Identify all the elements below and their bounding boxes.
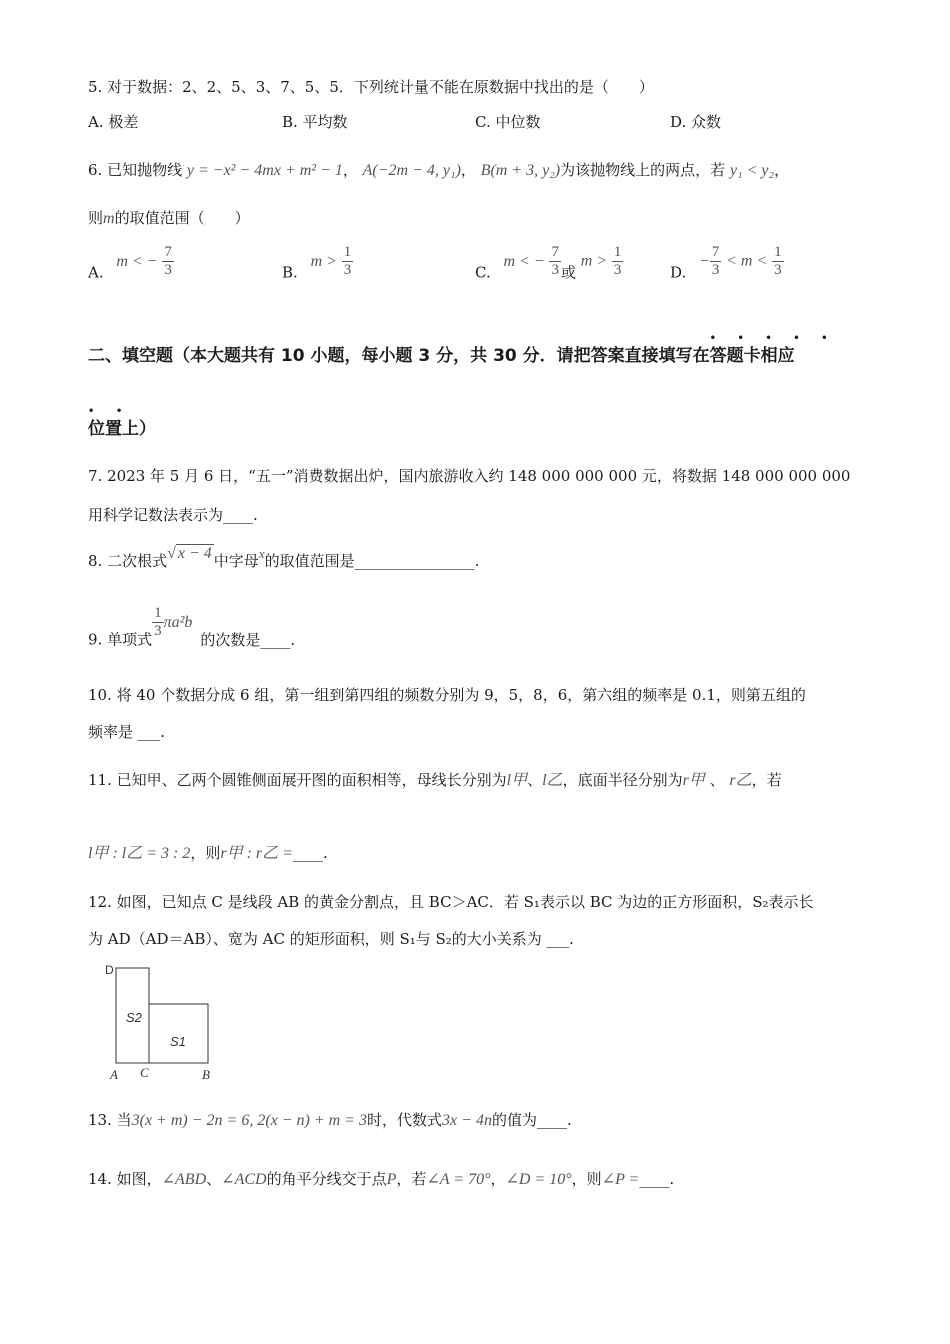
q6-option-d-num2: 1 <box>774 244 782 260</box>
q14-angle2: ∠ACD <box>221 1171 267 1188</box>
q9-num: 1 <box>154 605 162 621</box>
q11-ratio-l: l甲 : l乙 = 3 : 2 <box>88 845 191 862</box>
q6-option-c-num1: 7 <box>551 244 559 260</box>
q8-var: x <box>258 546 265 561</box>
q6-option-a-fraction <box>162 244 174 279</box>
q6-prefix: 6. 已知抛物线 <box>88 161 183 179</box>
q11-line1-suffix: ，若 <box>751 771 782 789</box>
q6-point-b: B(m + 3, y₂) <box>480 162 561 179</box>
section2-heading <box>88 333 837 366</box>
q14-comma: ， <box>490 1170 506 1188</box>
q6-option-d-label: D. <box>670 263 687 282</box>
q11-r-yi: r乙 <box>729 772 752 789</box>
q6-option-d-den1: 3 <box>711 262 720 278</box>
q6-option-d-fraction2 <box>772 244 784 279</box>
q6-condition: y₁ < y₂ <box>729 162 775 179</box>
q11-r-jia: r甲 <box>682 772 705 789</box>
label-s1: S1 <box>170 1034 186 1049</box>
q14-cond2: ∠D = 10° <box>505 1171 572 1188</box>
q6-option-d-fraction1 <box>710 244 722 279</box>
q13-mid: 时，代数式 <box>367 1111 443 1129</box>
q11-line2-suffix: ____. <box>292 844 328 862</box>
q6-stem: 6. 已知抛物线 y = −x² − 4mx + m² − 1， A(−2m − 4, y₁)， B(m + 3, y₂)为该抛物线上的两点，若 y₁ < y₂， <box>88 161 790 179</box>
q11-ratio-r: r甲 : r乙 = <box>220 845 293 862</box>
q6-option-b-num: 1 <box>343 244 352 260</box>
q9-suffix: 的次数是____. <box>200 630 296 649</box>
figure-svg <box>100 962 230 1087</box>
q8-suffix: 的取值范围是________________. <box>264 552 480 570</box>
q6-option-b-fraction <box>342 244 354 279</box>
q6-option-c-fraction1 <box>549 244 561 279</box>
q6-line2-suffix: 的取值范围（ ） <box>114 209 250 227</box>
label-d: D <box>105 963 114 977</box>
q14-ask: ∠P = <box>601 1171 640 1188</box>
q8-mid: 中字母 <box>213 552 259 570</box>
q9-den: 3 <box>154 623 162 639</box>
q8-stem <box>88 545 480 573</box>
q6-mid: 为该抛物线上的两点，若 <box>560 161 726 179</box>
q6-option-c-expr2: m > <box>580 252 608 270</box>
q6-line2-var: m <box>103 210 115 227</box>
q13-eq: 3(x + m) − 2n = 6, 2(x − n) + m = 3 <box>131 1112 368 1129</box>
q6-parabola: y = −x² − 4mx + m² − 1 <box>186 162 343 179</box>
q6-option-c-label: C. <box>475 263 491 282</box>
label-c: C <box>140 1065 149 1080</box>
golden-section-figure <box>100 962 230 1087</box>
q6-line2 <box>88 207 250 230</box>
label-s2: S2 <box>126 1010 142 1025</box>
q11-line2 <box>88 842 328 865</box>
q6-option-c-fraction2 <box>612 244 624 279</box>
q13-expr: 3x − 4n <box>442 1112 492 1129</box>
q6-option-d <box>670 244 784 284</box>
q6-option-d-pre: − <box>699 252 710 270</box>
section2-title-emph1: • • • • • 答题卡相应 <box>709 333 837 366</box>
q9-fraction <box>152 605 164 640</box>
q14-mid3: ，则 <box>571 1170 602 1188</box>
q6-option-c-expr1: m < − <box>503 252 545 270</box>
q14-prefix: 14. 如图， <box>88 1170 162 1188</box>
q14-mid1: 的角平分线交于点 <box>266 1170 387 1188</box>
q7-line2: 用科学记数法表示为____. <box>88 506 258 524</box>
section2-title-emph1-text: 答题卡相应 <box>709 346 795 366</box>
section2-heading-line2 <box>88 406 156 439</box>
q6-option-c-or: 或 <box>560 263 576 282</box>
q6-option-d-num1: 7 <box>711 244 720 260</box>
q5-option-b: B. 平均数 <box>282 113 348 131</box>
q12-line2: 为 AD（AD＝AB）、宽为 AC 的矩形面积，则 S₁与 S₂的大小关系为 ___. <box>88 930 574 948</box>
q10-line2: 频率是 ___. <box>88 723 166 741</box>
q14-point: P <box>386 1171 397 1188</box>
q11-l-jia: l甲 <box>506 772 528 789</box>
q14-suffix: ____. <box>639 1170 675 1188</box>
q8-radicand: x − 4 <box>177 545 212 562</box>
q5-option-d: D. 众数 <box>670 113 722 131</box>
q11-line1-prefix: 11. 已知甲、乙两个圆锥侧面展开图的面积相等，母线长分别为 <box>88 771 507 789</box>
q6-point-a: A(−2m − 4, y₁) <box>362 162 461 179</box>
q6-option-b-den: 3 <box>343 262 352 278</box>
q13-stem <box>88 1109 572 1132</box>
q14-sep: 、 <box>206 1170 222 1188</box>
q6-option-c-den2: 3 <box>613 262 622 278</box>
q6-line2-prefix: 则 <box>88 209 104 227</box>
q11-sep: 、 <box>527 771 543 789</box>
q14-mid2: ，若 <box>396 1170 427 1188</box>
q8-prefix: 8. 二次根式 <box>88 552 168 570</box>
q6-option-b-label: B. <box>282 263 298 282</box>
q6-option-a-label: A. <box>88 263 104 282</box>
q6-option-b <box>282 244 353 284</box>
q5-option-a: A. 极差 <box>88 113 139 131</box>
q5-stem: 5. 对于数据：2、2、5、3、7、5、5．下列统计量不能在原数据中找出的是（ ） <box>88 78 654 96</box>
q6-option-c-den1: 3 <box>551 262 559 278</box>
q10-line1: 10. 将 40 个数据分成 6 组，第一组到第四组的频数分别为 9，5，8，6，第六组的频率是 0.1，则第五组的 <box>88 686 806 704</box>
q8-radical: √ x − 4 <box>167 545 212 562</box>
q11-line1-mid: ，底面半径分别为 <box>562 771 683 789</box>
q6-option-d-den2: 3 <box>774 262 782 278</box>
q6-option-a <box>88 244 174 284</box>
q13-prefix: 13. 当 <box>88 1111 132 1129</box>
q6-option-b-expr: m > <box>310 252 337 270</box>
section2-title-emph2-text: 位置上 <box>88 419 139 439</box>
q9-prefix: 9. 单项式 <box>88 630 153 649</box>
q12-line1: 12. 如图，已知点 C 是线段 AB 的黄金分割点，且 BC＞AC．若 S₁表示以 BC 为边的正方形面积，S₂表示长 <box>88 893 814 911</box>
q9-monomial: πa²b <box>163 613 193 631</box>
q6-option-c <box>475 244 623 284</box>
label-a: A <box>110 1067 118 1082</box>
q7-line1: 7. 2023 年 5 月 6 日，“五一”消费数据出炉，国内旅游收入约 148 000 000 000 元，将数据 148 000 000 000 <box>88 467 851 485</box>
q6-option-a-den: 3 <box>164 262 172 278</box>
q14-angle1: ∠ABD <box>161 1171 207 1188</box>
q5-option-c: C. 中位数 <box>475 113 541 131</box>
q6-option-a-num: 7 <box>164 244 172 260</box>
q11-l-yi: l乙 <box>542 772 563 789</box>
section2-title-part1: 二、填空题（本大题共有 10 小题，每小题 3 分，共 30 分．请把答案直接填写在 <box>88 346 710 366</box>
label-b: B <box>202 1067 210 1082</box>
q14-stem <box>88 1168 674 1191</box>
q13-suffix: 的值为____. <box>491 1111 572 1129</box>
q9-stem <box>88 605 296 658</box>
section2-title-end: ） <box>139 419 156 439</box>
q6-option-c-num2: 1 <box>613 244 622 260</box>
q14-cond1: ∠A = 70° <box>426 1171 491 1188</box>
section2-title-emph2: • • 位置上 <box>88 406 139 439</box>
q11-line1: 11. 已知甲、乙两个圆锥侧面展开图的面积相等，母线长分别为l甲、l乙，底面半径分别为r甲 、 r乙，若 <box>88 771 782 789</box>
q11-line2-mid: ，则 <box>190 844 221 862</box>
q6-option-d-mid: < m < <box>726 252 768 270</box>
q6-option-a-expr: m < − <box>116 252 158 270</box>
